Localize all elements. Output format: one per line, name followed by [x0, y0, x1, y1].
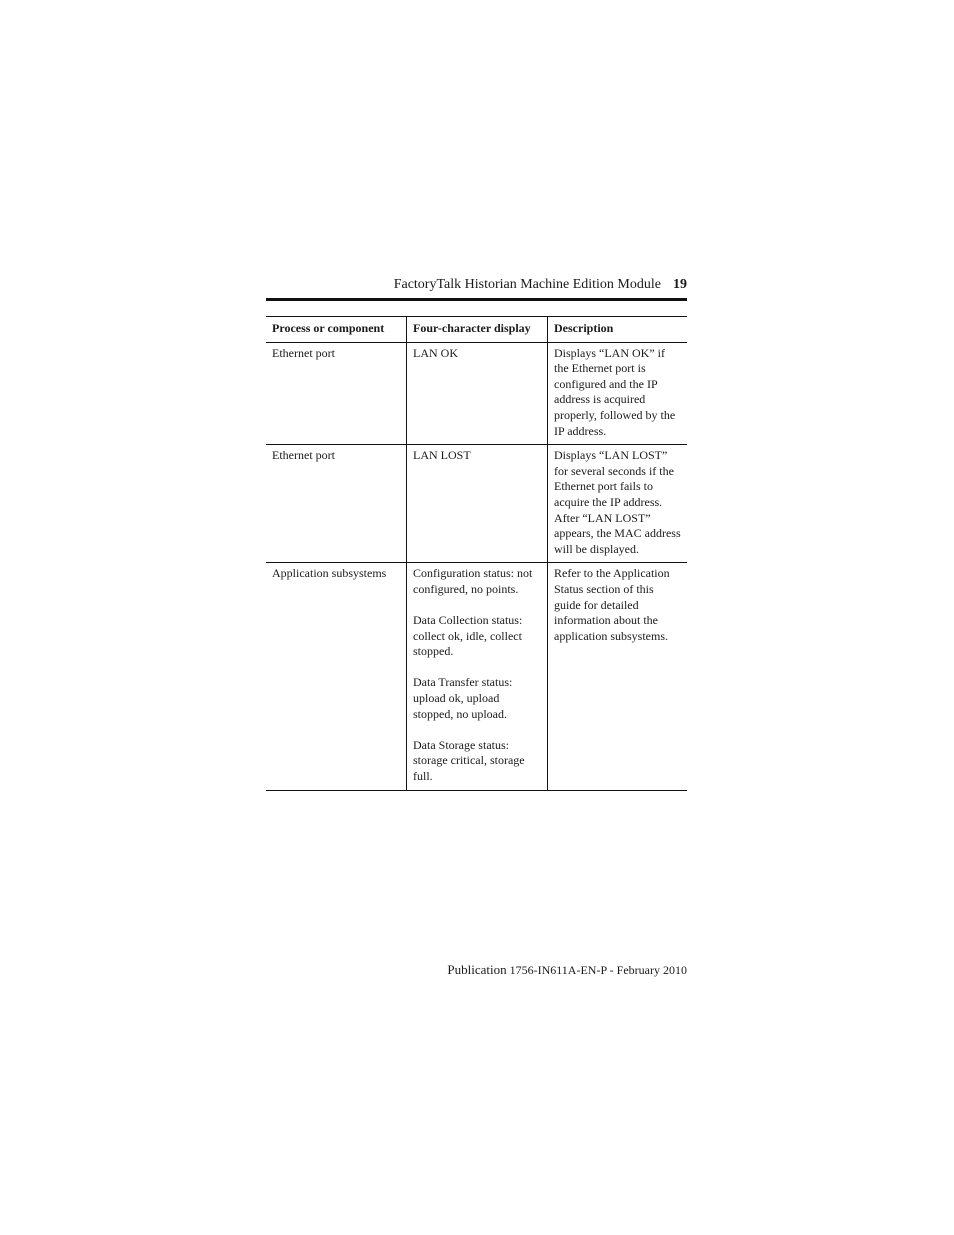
display-text-data-collection: Data Collection status: collect ok, idle, collect stopped.: [413, 613, 523, 659]
table-header-row: [266, 317, 687, 343]
publication-label: Publication: [447, 962, 507, 977]
cell-component: Application subsystems: [266, 563, 407, 790]
running-header: [266, 276, 687, 293]
cell-component: Ethernet port: [266, 445, 407, 563]
column-header-description: Description: [548, 317, 688, 343]
display-text-data-storage: Data Storage status: storage critical, storage full.: [413, 737, 525, 784]
status-display-table: [266, 316, 687, 791]
column-header-display: Four-character display: [407, 317, 548, 343]
header-rule: [266, 298, 687, 301]
display-text: LAN LOST: [413, 448, 471, 463]
column-header-component: Process or component: [266, 317, 407, 343]
publication-number: 1756-IN611A-EN-P - February 2010: [509, 963, 687, 977]
table-row: [266, 445, 687, 563]
cell-component: Ethernet port: [266, 342, 407, 445]
document-title: FactoryTalk Historian Machine Edition Module: [393, 277, 661, 292]
table-row: [266, 342, 687, 445]
cell-display: [407, 445, 548, 563]
display-text-data-transfer: Data Transfer status: upload ok, upload stopped, no upload.: [413, 675, 513, 721]
display-text: LAN OK: [413, 345, 458, 360]
page-footer: [266, 962, 687, 978]
page-number: 19: [673, 277, 687, 292]
cell-description: Displays “LAN LOST” for several seconds if the Ethernet port fails to acquire the IP address. After “LAN LOST” appears, the MAC address will be displayed.: [548, 445, 688, 563]
cell-display: [407, 342, 548, 445]
display-text-configuration: Configuration status: not configured, no points.: [413, 566, 533, 596]
cell-description: Refer to the Application Status section of this guide for detailed information about the application subsystems.: [548, 563, 688, 790]
cell-description: Displays “LAN OK” if the Ethernet port is configured and the IP address is acquired properly, followed by the IP address.: [548, 342, 688, 445]
cell-display: [407, 563, 548, 790]
table-row: [266, 563, 687, 790]
